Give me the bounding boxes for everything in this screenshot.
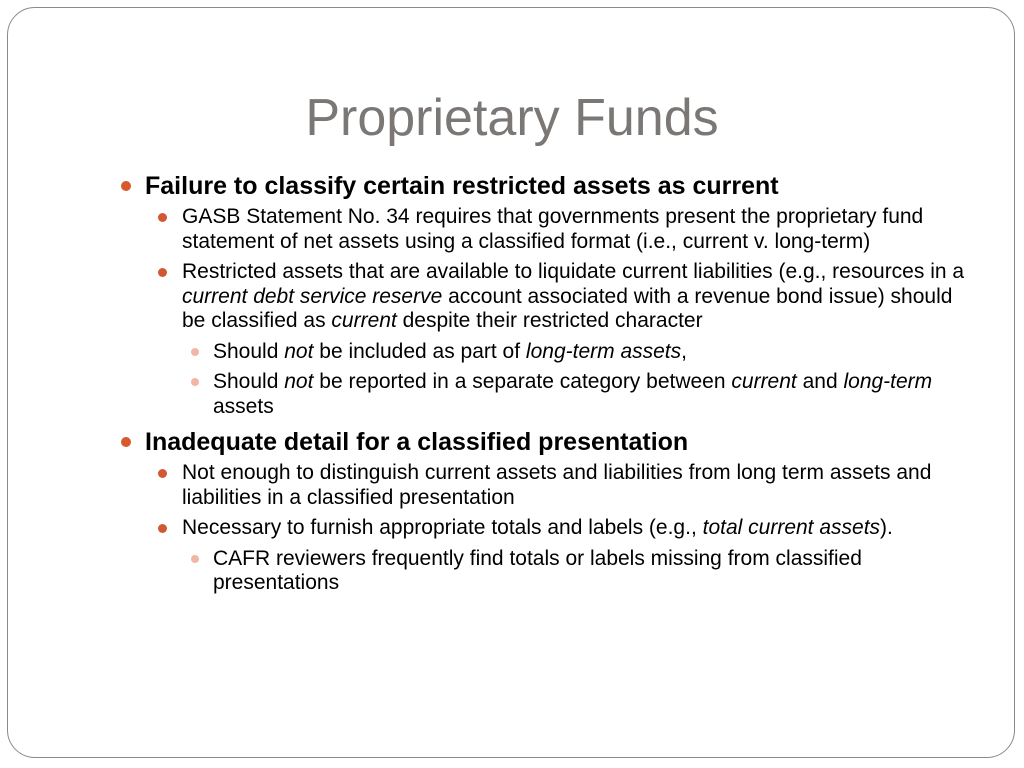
bullet-dot-icon (121, 437, 131, 447)
slide-content (108, 171, 978, 602)
slide-title: Proprietary Funds (305, 89, 719, 147)
bullet-dot-icon (158, 213, 167, 222)
bullet-text-italic: not (284, 339, 314, 363)
sub-bullet-not-long-term (108, 340, 978, 365)
bullet-text: GASB Statement No. 34 requires that governments present the proprietary fund statement of net assets using a classified format (i.e., current v. long-term) (182, 205, 924, 253)
bullet-text-italic: current (731, 370, 797, 393)
bullet-text-part: and (796, 370, 844, 393)
bullet-text-italic: long-term assets (525, 339, 682, 363)
bullet-text-italic: total current assets (702, 516, 881, 539)
bullet-text-part: ). (880, 516, 893, 539)
bullet-text-part: be reported in a separate category between (313, 370, 732, 393)
bullet-text-part: be included as part of (313, 339, 526, 363)
bullet-text-part: assets (213, 394, 274, 418)
bullet-heading-restricted-assets (108, 171, 978, 201)
bullet-dot-icon (121, 181, 131, 191)
bullet-dot-icon (158, 524, 167, 533)
bullet-restricted-assets-liquidate (108, 260, 978, 334)
bullet-text-part: Should (213, 339, 285, 363)
bullet-dot-icon (158, 469, 167, 478)
bullet-dot-icon (191, 348, 199, 356)
bullet-text-italic: current (331, 309, 397, 332)
bullet-dot-icon (191, 555, 199, 563)
slide-frame (7, 7, 1015, 758)
bullet-text-part: Restricted assets that are available to liquidate current liabilities (e.g., resources in a (182, 260, 965, 283)
bullet-text-part: Should (213, 370, 285, 393)
bullet-heading-inadequate-detail (108, 427, 978, 457)
heading-text: Inadequate detail for a classified presentation (145, 428, 689, 456)
sub-bullet-cafr-reviewers (108, 547, 978, 596)
bullet-dot-icon (191, 378, 199, 386)
sub-bullet-not-separate-category (108, 370, 978, 419)
bullet-text-italic: long-term (843, 370, 933, 393)
bullet-text-part: account associated with a revenue bond issue) should be classified as (182, 284, 953, 332)
heading-text: Failure to classify certain restricted assets as current (145, 172, 779, 200)
bullet-text-part: despite their restricted character (396, 309, 703, 332)
bullet-text-italic: not (284, 370, 314, 393)
bullet-gasb-statement (108, 205, 978, 254)
bullet-text: Not enough to distinguish current assets and liabilities from long term assets and liabilities in a classified presentation (182, 461, 932, 509)
bullet-text-part: Necessary to furnish appropriate totals and labels (e.g., (182, 516, 703, 539)
bullet-text-italic: current debt service reserve (182, 284, 443, 308)
bullet-dot-icon (158, 268, 167, 277)
bullet-furnish-totals (108, 516, 978, 541)
bullet-not-enough-distinguish (108, 461, 978, 510)
bullet-text-part: , (681, 339, 687, 363)
bullet-text: CAFR reviewers frequently find totals or labels missing from classified presentations (213, 546, 862, 594)
